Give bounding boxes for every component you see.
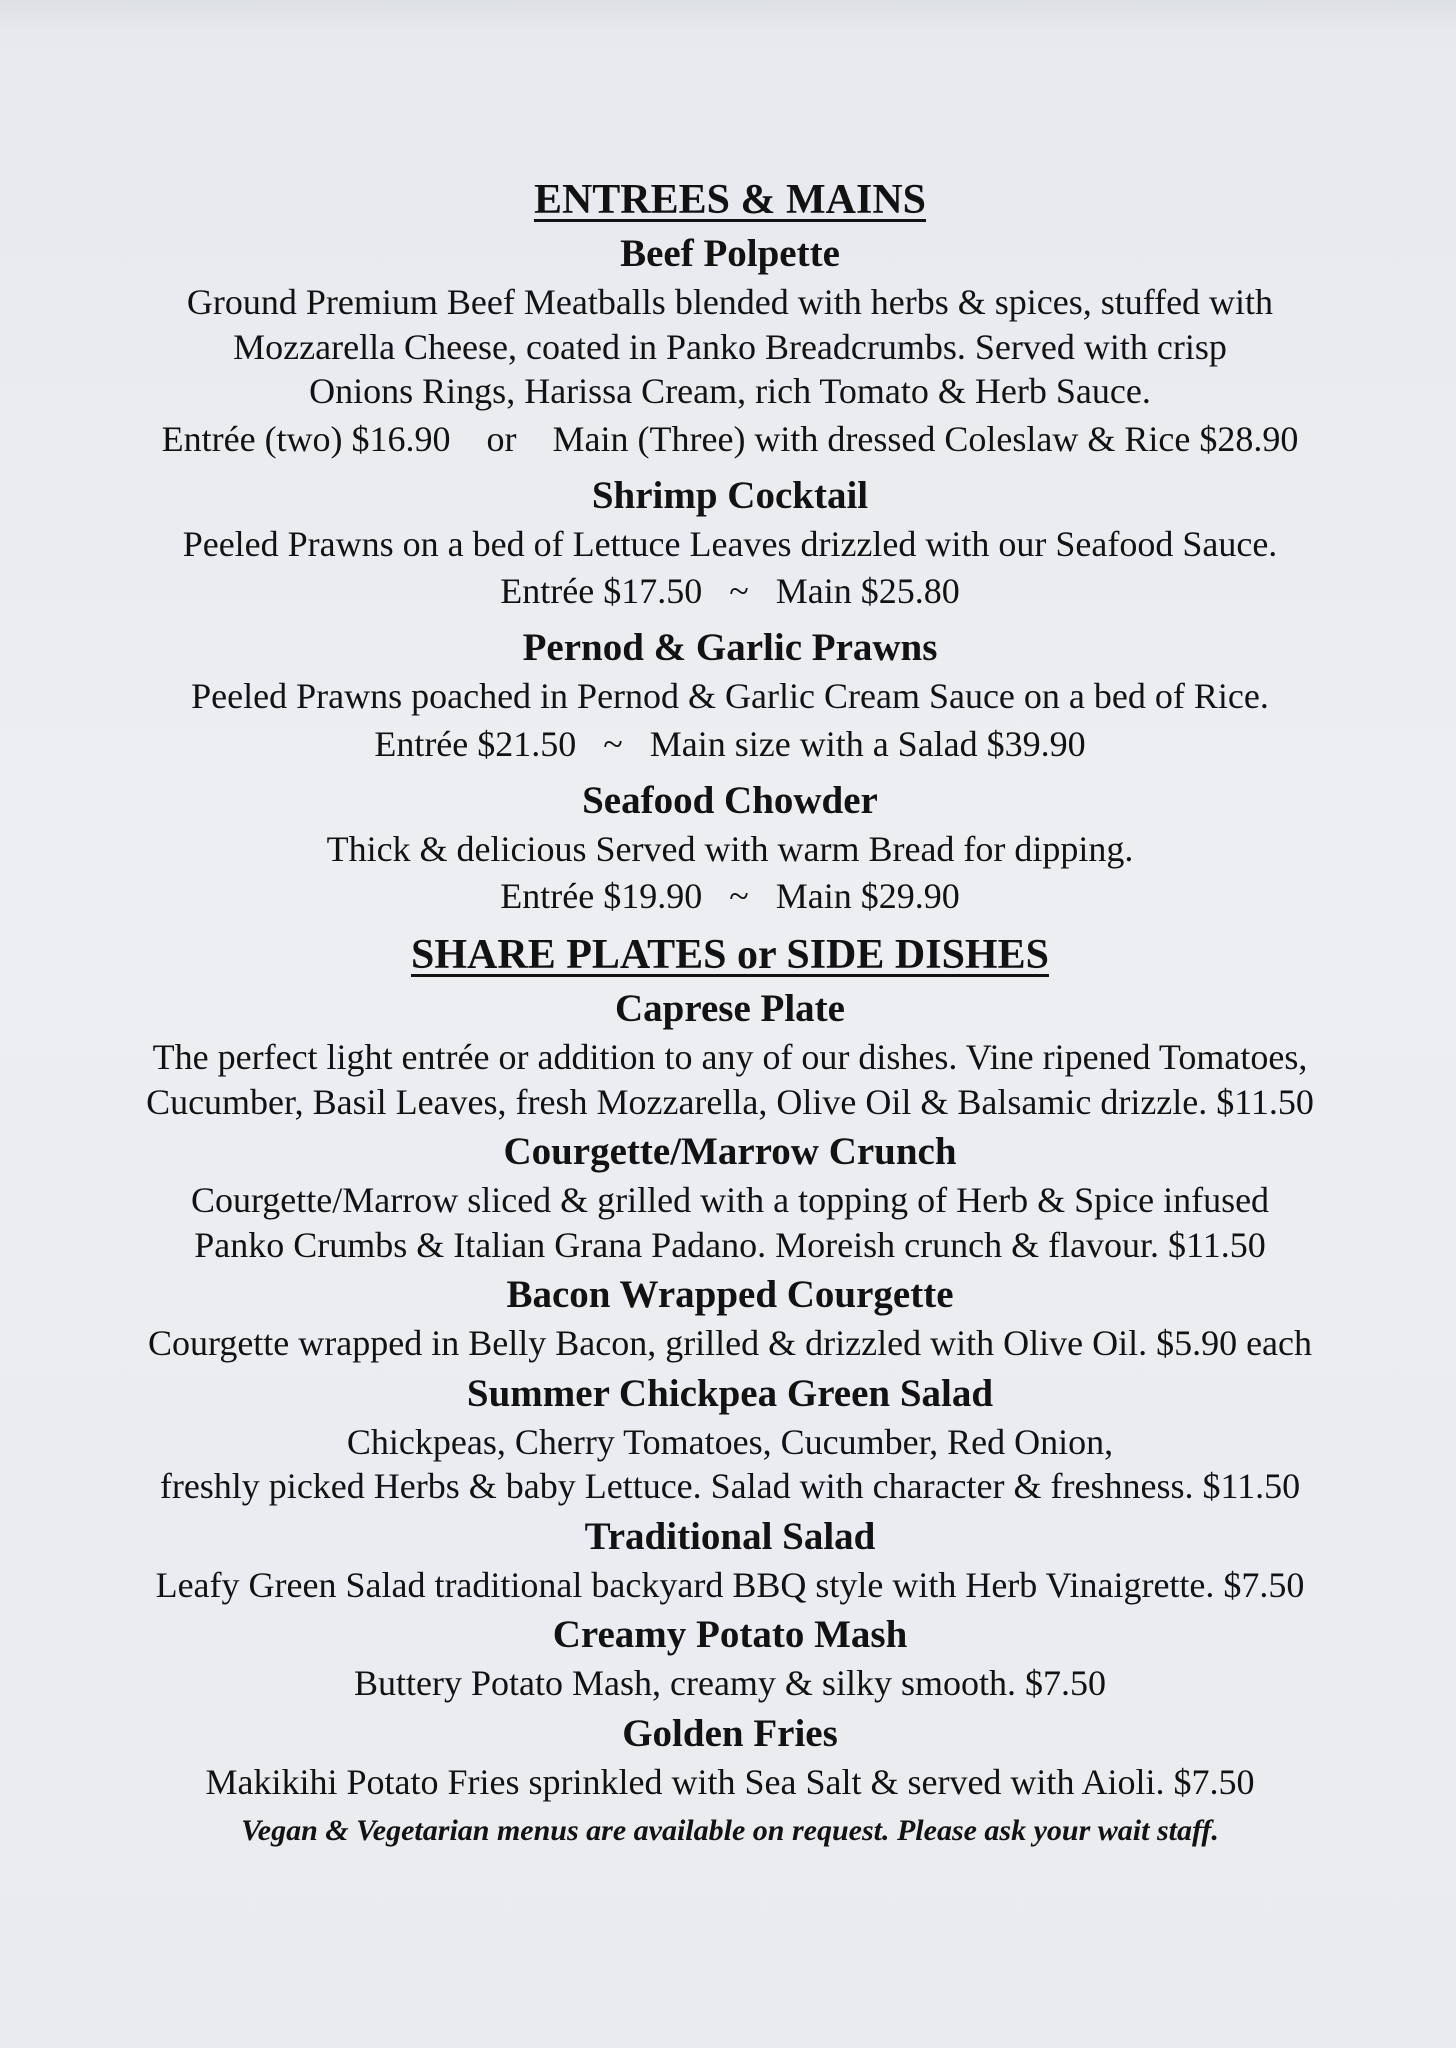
item-name: Courgette/Marrow Crunch <box>503 1130 957 1173</box>
menu-item-seafood-chowder <box>80 775 1380 922</box>
item-description-line: Chickpeas, Cherry Tomatoes, Cucumber, Red Onion, <box>346 1421 1114 1462</box>
item-price: Entrée $19.90 ~ Main $29.90 <box>500 876 960 916</box>
item-description-line: Peeled Prawns poached in Pernod & Garlic Cream Sauce on a bed of Rice. <box>191 676 1269 716</box>
item-description-line: Peeled Prawns on a bed of Lettuce Leaves drizzled with our Seafood Sauce. <box>182 523 1278 564</box>
item-price: Entrée $17.50 ~ Main $25.80 <box>500 571 960 611</box>
item-name: Shrimp Cocktail <box>591 473 869 517</box>
item-name: Pernod & Garlic Prawns <box>522 626 938 669</box>
item-description-line: Courgette/Marrow sliced & grilled with a topping of Herb & Spice infused <box>190 1180 1270 1220</box>
item-name: Creamy Potato Mash <box>552 1613 908 1656</box>
item-price: Entrée $21.50 ~ Main size with a Salad $39.90 <box>374 723 1086 764</box>
menu-item-courgette-marrow-crunch <box>80 1126 1380 1267</box>
item-description-line: Mozzarella Cheese, coated in Panko Breadcrumbs. Served with crisp <box>233 326 1227 367</box>
menu-item-summer-chickpea-salad <box>80 1368 1380 1509</box>
item-name: Golden Fries <box>622 1711 838 1755</box>
item-description-line: Courgette wrapped in Belly Bacon, grilled & drizzled with Olive Oil. $5.90 each <box>147 1323 1313 1363</box>
menu-item-golden-fries <box>80 1708 1380 1805</box>
item-description-line: Panko Crumbs & Italian Grana Padano. Moreish crunch & flavour. $11.50 <box>194 1224 1266 1265</box>
menu-item-traditional-salad <box>80 1511 1380 1608</box>
item-description-line: Leafy Green Salad traditional backyard BBQ style with Herb Vinaigrette. $7.50 <box>155 1564 1305 1605</box>
paper-top-edge <box>0 0 1456 30</box>
item-description-line: Makikihi Potato Fries sprinkled with Sea Salt & served with Aioli. $7.50 <box>205 1761 1255 1802</box>
item-description-line: Ground Premium Beef Meatballs blended with herbs & spices, stuffed with <box>186 282 1274 322</box>
dietary-note: Vegan & Vegetarian menus are available on request. Please ask your wait staff. <box>241 1814 1219 1847</box>
item-price: Entrée (two) $16.90 or Main (Three) with dressed Coleslaw & Rice $28.90 <box>161 418 1299 459</box>
item-description-line: Cucumber, Basil Leaves, fresh Mozzarella, Olive Oil & Balsamic drizzle. $11.50 <box>146 1081 1314 1122</box>
item-name: Summer Chickpea Green Salad <box>466 1371 994 1415</box>
item-description-line: The perfect light entrée or addition to any of our dishes. Vine ripened Tomatoes, <box>152 1037 1308 1077</box>
item-description-line: Onions Rings, Harissa Cream, rich Tomato & Herb Sauce. <box>309 371 1151 411</box>
section-heading-share-plates: SHARE PLATES or SIDE DISHES <box>411 932 1049 978</box>
item-description-line: freshly picked Herbs & baby Lettuce. Salad with character & freshness. $11.50 <box>159 1466 1301 1506</box>
menu-item-caprese-plate <box>80 983 1380 1124</box>
item-name: Beef Polpette <box>620 232 840 275</box>
section-heading-entrees-mains: ENTREES & MAINS <box>533 177 927 223</box>
item-name: Bacon Wrapped Courgette <box>506 1273 954 1316</box>
menu-item-bacon-wrapped-courgette <box>80 1269 1380 1366</box>
menu-item-beef-polpette <box>80 228 1380 464</box>
item-name: Seafood Chowder <box>582 778 878 822</box>
item-name: Traditional Salad <box>584 1514 876 1558</box>
menu-item-pernod-garlic-prawns <box>80 622 1380 769</box>
item-name: Caprese Plate <box>615 987 845 1030</box>
item-description-line: Thick & delicious Served with warm Bread for dipping. <box>326 828 1134 869</box>
menu-item-shrimp-cocktail <box>80 470 1380 617</box>
menu-item-creamy-potato-mash <box>80 1609 1380 1706</box>
menu-content <box>80 172 1380 1854</box>
item-description-line: Buttery Potato Mash, creamy & silky smooth. $7.50 <box>354 1663 1106 1703</box>
